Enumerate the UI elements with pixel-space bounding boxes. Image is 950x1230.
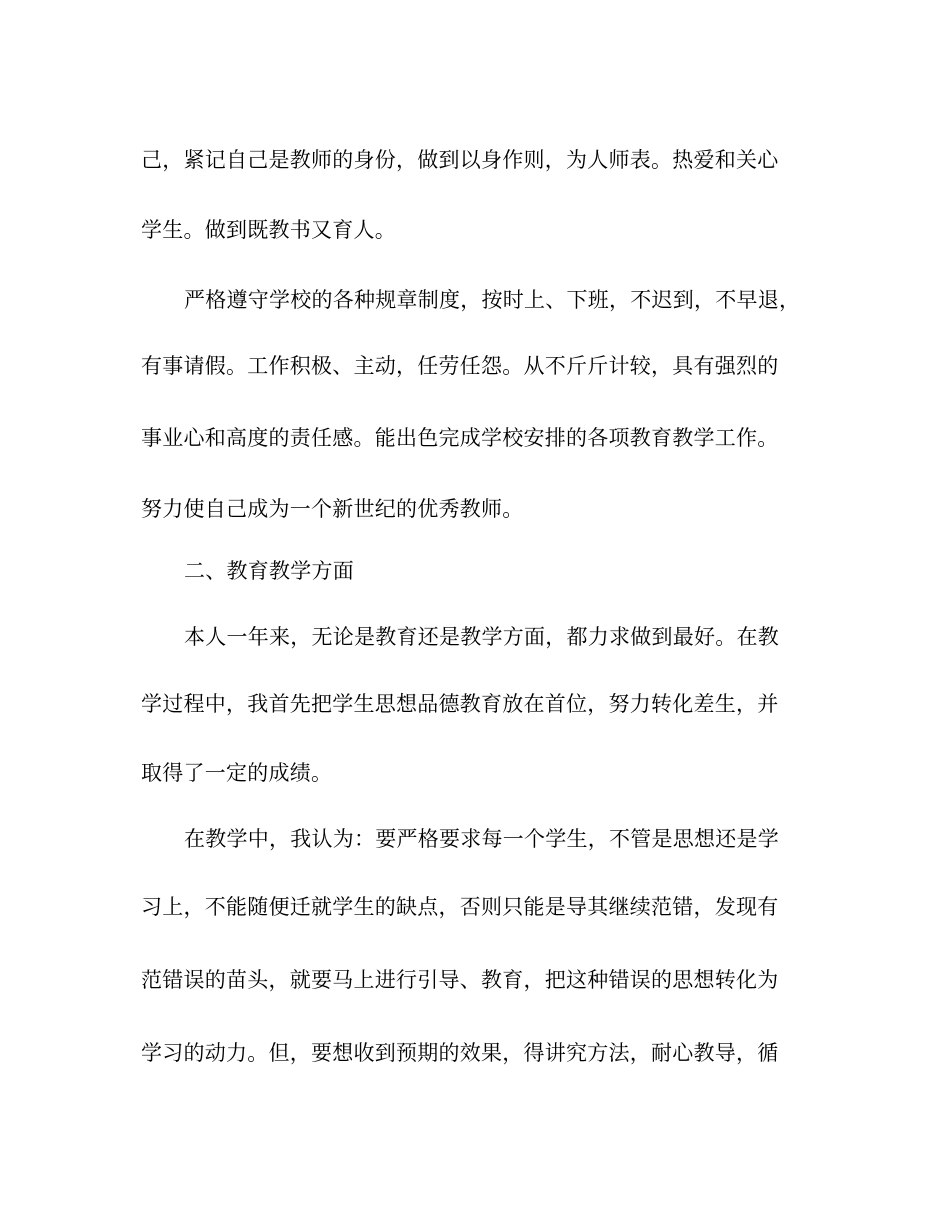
paragraph-start-line: 在教学中，我认为：要严格要求每一个学生，不管是思想还是学: [184, 827, 779, 851]
text-line: 己，紧记自己是教师的身份，做到以身作则，为人师表。热爱和关心: [141, 148, 779, 172]
text-line: 学习的动力。但，要想收到预期的效果，得讲究方法，耐心教导，循: [141, 1041, 779, 1065]
text-line: 习上，不能随便迁就学生的缺点，否则只能是导其继续范错，发现有: [141, 895, 779, 919]
text-line: 努力使自己成为一个新世纪的优秀教师。: [141, 497, 524, 521]
text-line: 事业心和高度的责任感。能出色完成学校安排的各项教育教学工作。: [141, 426, 779, 450]
text-line: 取得了一定的成绩。: [141, 761, 333, 785]
text-line: 学过程中，我首先把学生思想品德教育放在首位，努力转化差生，并: [141, 692, 779, 716]
paragraph-start-line: 本人一年来，无论是教育还是教学方面，都力求做到最好。在教: [184, 625, 779, 649]
text-line: 范错误的苗头，就要马上进行引导、教育，把这种错误的思想转化为: [141, 968, 779, 992]
text-line: 学生。做到既教书又育人。: [141, 218, 396, 242]
section-heading: 二、教育教学方面: [184, 559, 354, 583]
text-line: 有事请假。工作积极、主动，任劳任怨。从不斤斤计较，具有强烈的: [141, 354, 779, 378]
paragraph-start-line: 严格遵守学校的各种规章制度，按时上、下班，不迟到，不早退，: [184, 288, 801, 312]
